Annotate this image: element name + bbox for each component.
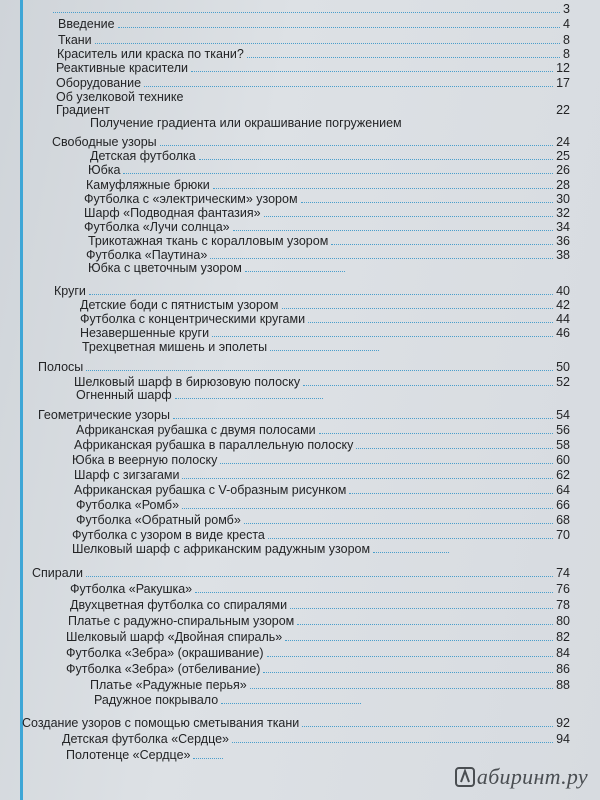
toc-page-number: 60 (556, 453, 570, 467)
toc-page-number: 3 (563, 2, 570, 16)
toc-page-number: 38 (556, 248, 570, 262)
toc-title: Футболка «Ракушка» (70, 582, 193, 596)
toc-page-number: 66 (556, 498, 570, 512)
toc-row (66, 644, 570, 660)
toc-title: Футболка «Зебра» (окрашивание) (66, 646, 264, 660)
toc-row (88, 161, 570, 177)
toc-section-title: Геометрические узоры (38, 408, 170, 422)
toc-title: Футболка «Обратный ромб» (76, 513, 241, 527)
toc-page-number: 36 (556, 234, 570, 248)
toc-row (70, 580, 570, 596)
toc-page-number: 82 (556, 630, 570, 644)
toc-row (66, 628, 570, 644)
toc-section-title: Полосы (38, 360, 84, 374)
toc-page-number: 22 (556, 103, 570, 117)
toc-row (72, 451, 570, 467)
toc-page-number: 56 (556, 423, 570, 437)
toc-row (82, 338, 382, 354)
toc-page-number: 88 (556, 678, 570, 692)
toc-title: Трикотажная ткань с коралловым узором (88, 234, 329, 248)
toc-title: Футболка «Паутина» (86, 248, 208, 262)
toc-title: Детская футболка «Сердце» (62, 732, 230, 746)
toc-page-number: 92 (556, 716, 570, 730)
toc-title: Детская футболка (90, 149, 196, 163)
toc-title: Футболка с узором в виде креста (72, 528, 265, 542)
toc-row (94, 691, 364, 707)
toc-title: Платье «Радужные перья» (90, 678, 247, 692)
toc-page-number: 4 (563, 17, 570, 31)
toc-row (66, 660, 570, 676)
toc-title: Ткани (58, 33, 92, 47)
toc-title: Футболка «Лучи солнца» (84, 220, 230, 234)
toc-page-number: 84 (556, 646, 570, 660)
toc-page-number: 76 (556, 582, 570, 596)
toc-row (90, 101, 570, 117)
toc-page-number: 52 (556, 375, 570, 389)
toc-title: Оборудование (56, 76, 142, 90)
toc-title: Получение градиента или окрашивание погружением (90, 116, 402, 130)
toc-title: Шелковый шарф с африканским радужным узором (72, 542, 371, 556)
toc-section-title: Круги (54, 284, 86, 298)
toc-title: Детские боди с пятнистым узором (80, 298, 279, 312)
toc-row (74, 466, 570, 482)
toc-row (68, 612, 570, 628)
toc-title: Полотенце «Сердце» (66, 748, 191, 762)
toc-title: Шелковый шарф «Двойная спираль» (66, 630, 283, 644)
toc-row (32, 564, 570, 580)
toc-page-number: 17 (556, 76, 570, 90)
toc-title: Об узелковой технике (56, 90, 184, 104)
toc-page-number: 86 (556, 662, 570, 676)
toc-title: Юбка (88, 163, 121, 177)
toc-title: Юбка с цветочным узором (88, 261, 242, 275)
toc-row (38, 358, 570, 374)
toc-page-number: 70 (556, 528, 570, 542)
toc-page-number: 54 (556, 408, 570, 422)
toc-title: Незавершенные круги (80, 326, 210, 340)
toc-title: Африканская рубашка с V-образным рисунком (74, 483, 347, 497)
toc-row (88, 259, 348, 275)
toc-title: Футболка «Ромб» (76, 498, 180, 512)
toc-page-number: 28 (556, 178, 570, 192)
toc-page-number: 46 (556, 326, 570, 340)
toc-row (22, 714, 570, 730)
toc-title: Юбка в веерную полоску (72, 453, 218, 467)
toc-title: Африканская рубашка с двумя полосами (76, 423, 316, 437)
toc-page-number: 8 (563, 33, 570, 47)
toc-page-number: 40 (556, 284, 570, 298)
toc-title: Радужное покрывало (94, 693, 219, 707)
toc-row (70, 596, 570, 612)
toc-title: Шелковый шарф в бирюзовую полоску (74, 375, 301, 389)
toc-page-number: 74 (556, 566, 570, 580)
toc-title: Градиент (56, 103, 110, 117)
toc-row (90, 676, 570, 692)
toc-title: Камуфляжные брюки (86, 178, 210, 192)
toc-title: Платье с радужно-спиральным узором (68, 614, 295, 628)
toc-row (38, 406, 570, 422)
toc-row (74, 436, 570, 452)
toc-title: Африканская рубашка в параллельную полоску (74, 438, 354, 452)
toc-title: Футболка «Зебра» (отбеливание) (66, 662, 261, 676)
toc-page-number: 34 (556, 220, 570, 234)
toc-page-number: 26 (556, 163, 570, 177)
toc-page-number: 50 (556, 360, 570, 374)
toc-title: Шарф «Подводная фантазия» (84, 206, 261, 220)
toc-row (56, 59, 570, 75)
toc-row (72, 540, 452, 556)
toc-row (58, 15, 570, 31)
toc-page-number: 12 (556, 61, 570, 75)
toc-page-number: 64 (556, 483, 570, 497)
toc-page-number: 68 (556, 513, 570, 527)
toc-page-number: 42 (556, 298, 570, 312)
watermark-text: абиринт.ру (476, 764, 588, 789)
toc-row (76, 496, 570, 512)
toc-title: Футболка с «электрическим» узором (84, 192, 298, 206)
toc-row (76, 386, 326, 402)
toc-page-number: 44 (556, 312, 570, 326)
toc-title: Введение (58, 17, 115, 31)
toc-title: Огненный шарф (76, 388, 172, 402)
toc-title: Трехцветная мишень и эполеты (82, 340, 268, 354)
toc-row (76, 511, 570, 527)
toc-title: Двухцветная футболка со спиралями (70, 598, 288, 612)
toc-page-number: 8 (563, 47, 570, 61)
toc-page-number: 32 (556, 206, 570, 220)
toc-page-number: 80 (556, 614, 570, 628)
toc-title: Реактивные красители (56, 61, 188, 75)
toc-title: Краситель или краска по ткани? (57, 47, 244, 61)
toc-section-title: Свободные узоры (52, 135, 157, 149)
toc-row (50, 0, 570, 16)
toc-page-number: 62 (556, 468, 570, 482)
toc-section-title: Создание узоров с помощью сметывания ткани (22, 716, 300, 730)
toc-row (62, 730, 570, 746)
site-watermark (455, 764, 588, 790)
toc-section-title: Спирали (32, 566, 83, 580)
toc-page-number: 24 (556, 135, 570, 149)
toc-page-number: 30 (556, 192, 570, 206)
toc-page-number: 94 (556, 732, 570, 746)
toc-row (74, 481, 570, 497)
toc-title: Футболка с концентрическими кругами (80, 312, 306, 326)
toc-page-number: 25 (556, 149, 570, 163)
toc-page-number: 58 (556, 438, 570, 452)
toc-row (76, 421, 570, 437)
toc-page-number: 78 (556, 598, 570, 612)
labyrinth-logo-icon (455, 767, 475, 787)
toc-row (66, 746, 226, 762)
toc-title: Шарф с зигзагами (74, 468, 180, 482)
